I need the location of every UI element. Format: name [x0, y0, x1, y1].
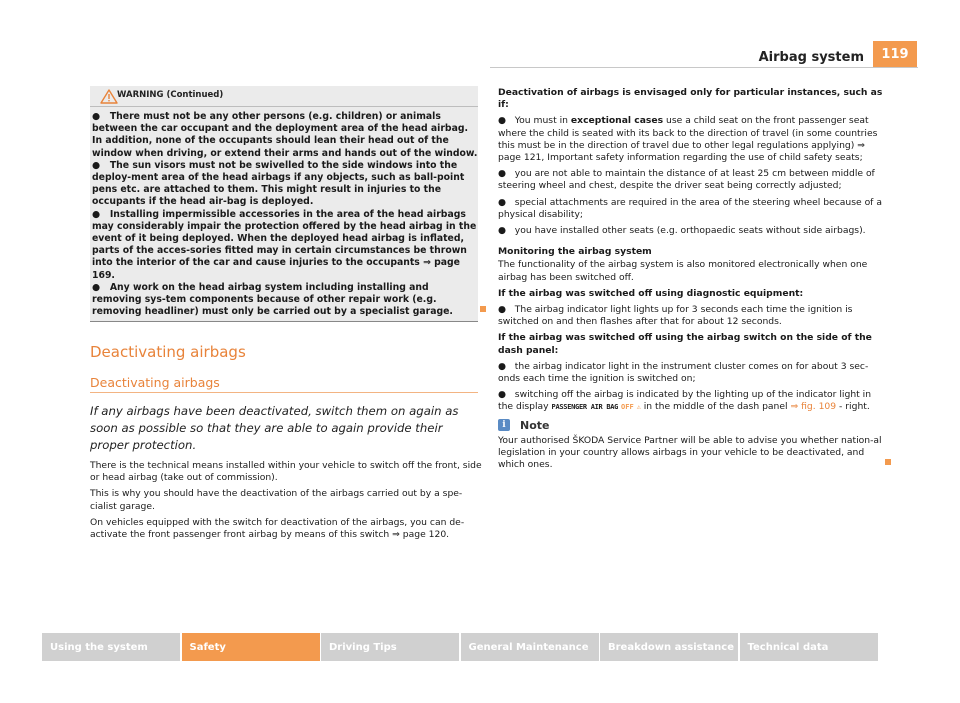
monitoring-heading: Monitoring the airbag system	[498, 246, 652, 258]
note-label: Note	[520, 419, 550, 432]
list-item: ● the airbag indicator light in the instrument cluster comes on for about 3 sec-onds each time the ignition is switched on;	[498, 360, 869, 385]
right-column	[498, 87, 888, 418]
display-off-text: OFF	[621, 403, 634, 412]
body-paragraph: There is the technical means installed within your vehicle to switch off the front, side or head airbag (take out of commission).	[90, 460, 482, 484]
monitoring-text: The functionality of the airbag system is also monitored electronically when one airbag has been switched off.	[498, 259, 868, 283]
intro-heading: Deactivation of airbags is envisaged only for particular instances, such as if:	[498, 87, 883, 111]
tab-general-maintenance[interactable]: General Maintenance	[461, 633, 600, 661]
diagnostic-heading: If the airbag was switched off using diagnostic equipment:	[498, 287, 804, 299]
display-passenger-airbag-text: PASSENGER AIR BAG	[551, 403, 619, 412]
figure-link[interactable]: ⇒ fig. 109	[790, 401, 837, 413]
list-item: ● special attachments are required in the area of the steering wheel because of a physical disability;	[498, 196, 882, 220]
warning-bullet: ● The sun visors must not be swivelled to the side windows into the deploy-ment area of the head airbags if any objects, such as ball-point pens etc. are attached to them. This might result in injuries to the occupants if the head air-bag is deployed.	[92, 159, 465, 208]
body-paragraph: On vehicles equipped with the switch for deactivation of the airbags, you can de-activate the front passenger front airbag by means of this switch ⇒ page 120.	[90, 516, 465, 541]
tab-technical-data[interactable]: Technical data	[740, 633, 879, 661]
body-paragraph: This is why you should have the deactivation of the airbags carried out by a spe-cialist garage.	[90, 488, 463, 512]
warning-header	[90, 86, 478, 107]
list-item: ● you are not able to maintain the distance of at least 25 cm between middle of steering wheel and chest, despite the driver seat being correctly adjusted;	[498, 168, 875, 192]
list-item: ● The airbag indicator light lights up for 3 seconds each time the ignition is switched on and then flashes after that for about 12 seconds.	[498, 304, 853, 328]
section-heading: Deactivating airbags	[90, 343, 246, 361]
section-end-marker	[480, 306, 486, 312]
note-text: Your authorised ŠKODA Service Partner will be able to advise you whether nation-al legislation in your country allows airbags in your vehicle to be deactivated, and which ones.	[498, 435, 882, 471]
warning-bullet: ● Installing impermissible accessories in the area of the head airbags may considerably impair the protection offered by the head airbag in the event of it being deployed. When the deployed head airbag is inflated, parts of the acces-sories fitted may in certain circumstances be thrown into the interior of the car and cause injuries to the occupants ⇒ page 169.	[92, 208, 477, 281]
header-divider	[490, 67, 918, 68]
warning-label: WARNING (Continued)	[117, 90, 224, 100]
section-end-marker	[885, 459, 891, 465]
lead-paragraph: If any airbags have been deactivated, switch them on again as soon as possible so that they are able to again provide their proper protection.	[90, 404, 459, 452]
chapter-tabs	[42, 633, 918, 661]
tab-driving-tips[interactable]: Driving Tips	[321, 633, 460, 661]
warning-bullet: ● Any work on the head airbag system including installing and removing sys-tem components because of other repair work (e.g. removing headliner) must only be carried out by a specialist garage.	[92, 281, 453, 318]
list-item: ● you have installed other seats (e.g. orthopaedic seats without side airbags).	[498, 225, 866, 237]
airbag-off-icon: ⚠	[636, 403, 641, 412]
subsection-divider	[90, 392, 478, 393]
tab-using-the-system[interactable]: Using the system	[42, 633, 181, 661]
subsection-heading: Deactivating airbags	[90, 375, 220, 390]
left-body-text	[90, 460, 482, 545]
warning-triangle-icon	[100, 89, 118, 104]
tab-safety[interactable]: Safety	[182, 633, 321, 661]
info-icon: i	[498, 419, 510, 431]
list-item: ● switching off the airbag is indicated by the lighting up of the indicator light in the display PASSENGER AIR BAG OFF ⚠ in the middle of the dash panel ⇒ fig. 109 - right.	[498, 389, 872, 413]
tab-breakdown-assistance[interactable]: Breakdown assistance	[600, 633, 739, 661]
warning-bullet: ● There must not be any other persons (e.g. children) or animals between the car occupant and the deployment area of the head airbag. In addition, none of the occupants should lean their head out of the window when driving, or extend their arms and hands out of the window.	[92, 111, 478, 159]
page-running-title: Airbag system	[758, 50, 864, 65]
dash-switch-heading: If the airbag was switched off using the airbag switch on the side of the dash panel:	[498, 332, 872, 356]
list-item: ● You must in exceptional cases use a child seat on the front passenger seat where the child is seated with its back to the direction of travel (in some countries this must be in the direction of travel due to other legal regulations applying) ⇒ page 121, Important safety information regarding the use of child safety seats;	[498, 115, 878, 164]
warning-box	[90, 86, 478, 322]
page-number-badge: 119	[873, 41, 917, 68]
warning-body	[92, 111, 478, 318]
